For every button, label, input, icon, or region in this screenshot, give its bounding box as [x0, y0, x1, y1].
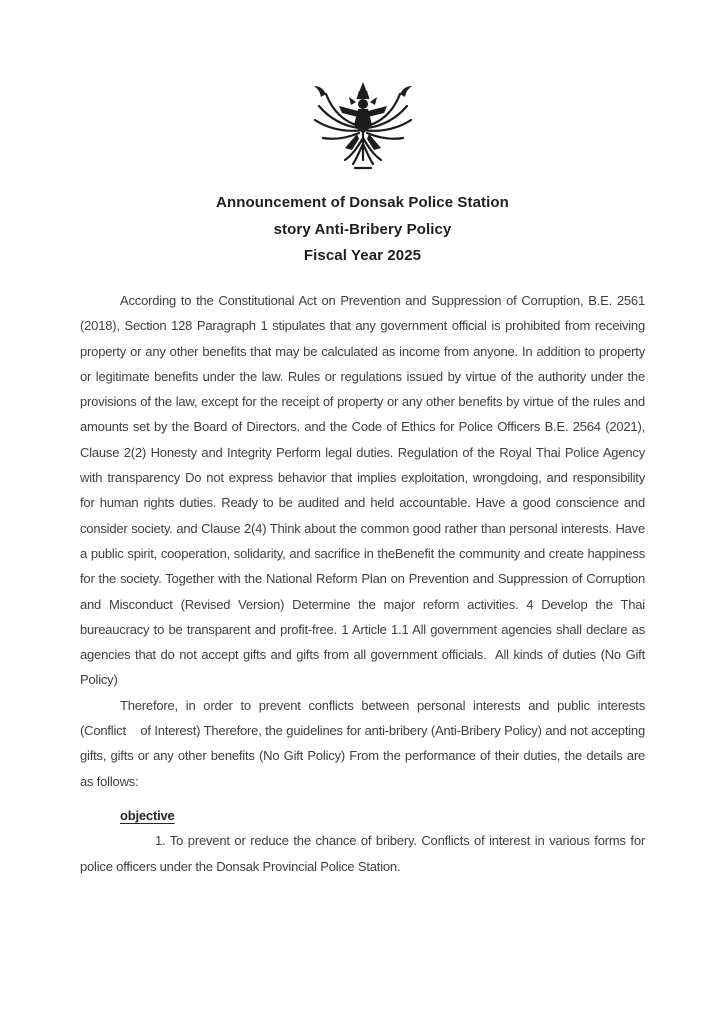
title-line-subject: story Anti-Bribery Policy	[273, 220, 452, 238]
objective-item-1: 1. To prevent or reduce the chance of bribery. Conflicts of interest in various forms for police officers under the Donsak Provincial Police Station.	[80, 833, 645, 874]
title-line-announcement: Announcement of Donsak Police Station	[216, 194, 509, 211]
paragraph-purpose: Therefore, in order to prevent conflicts between personal interests and public interests (Conflict of Interest) Therefore, the guidelines for anti-bribery (Anti-Bribery Policy) and not accepting gifts, gifts or any other benefits (No Gift Policy) From the performance of their duties, the details are as follows:	[80, 697, 645, 789]
garuda-emblem-icon	[309, 82, 417, 170]
title-line-fiscal-year: Fiscal Year 2025	[303, 247, 422, 264]
document-title-block	[0, 190, 725, 270]
objective-heading: objective	[120, 807, 175, 823]
document-body	[80, 288, 645, 879]
garuda-emblem-graphic	[309, 82, 417, 170]
paragraph-legal-basis: According to the Constitutional Act on Prevention and Suppression of Corruption, B.E. 2561 (2018), Section 128 Paragraph 1 stipulates that any government official is prohibited from receiving property or any other benefits that may be calculated as income from anyone. In addition to property or legitimate benefits under the law. Rules or regulations issued by virtue of the authority under the provisions of the law, except for the receipt of property or any other benefits by virtue of the rules and amounts set by the Board of Directors. and the Code of Ethics for Police Officers B.E. 2564 (2021), Clause 2(2) Honesty and Integrity Perform legal duties. Regulation of the Royal Thai Police Agency with transparency Do not express behavior that implies exploitation, wrongdoing, and responsibility for human rights duties. Ready to be audited and held accountable. Have a good conscience and consider society. and Clause 2(4) Think about the common good rather than personal interests. Have a public spirit, cooperation, solidarity, and sacrifice in theBenefit the community and create happiness for the society. Together with the National Reform Plan on Prevention and Suppression of Corruption and Misconduct (Revised Version) Determine the major reform activities. 4 Develop the Thai bureaucracy to be transparent and profit-free. 1 Article 1.1 All government agencies shall declare as agencies that do not accept gifts and gifts from all government officials. All kinds of duties (No Gift Policy)	[80, 293, 645, 688]
